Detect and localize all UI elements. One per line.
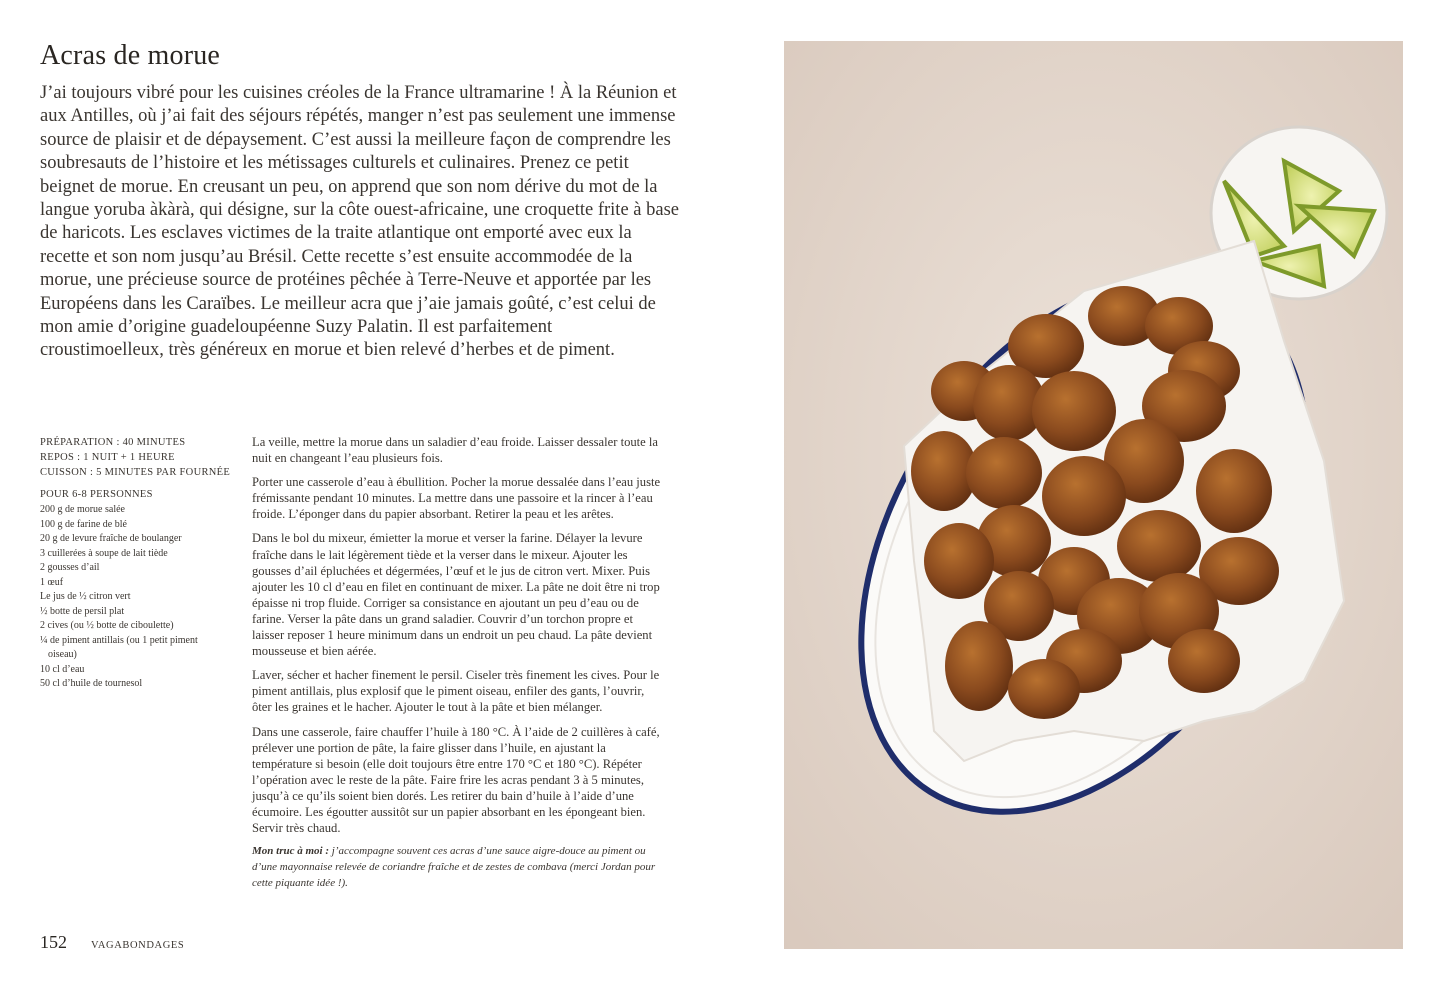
preparation-time: PRÉPARATION : 40 MINUTES xyxy=(40,437,186,448)
ingredient: 3 cuillerées à soupe de lait tiède xyxy=(40,547,168,559)
ingredient-continuation: oiseau) xyxy=(48,649,77,661)
tip-text: j’accompagne souvent ces acras d’une sauce aigre-douce au piment ou d’une mayonnaise relevée de coriandre fraîche et de zestes de combava (merci Jordan pour cette piquante idée !). xyxy=(252,845,656,889)
ingredient: ¼ de piment antillais (ou 1 petit piment xyxy=(40,634,198,646)
page-number: 152 xyxy=(40,932,67,952)
acras-plate-illustration xyxy=(784,41,1403,949)
step: Dans une casserole, faire chauffer l’huile à 180 °C. À l’aide de 2 cuillères à café, prélever une portion de pâte, la faire glisser dans l’huile, en ajustant la température si besoin (elle doit toujours être entre 170 °C et 180 °C). Répéter l’opération avec le reste de la pâte. Faire frire les acras pendant 3 à 5 minutes, jusqu’à ce qu’ils soient bien dorés. Les retirer du bain d’huile à l’aide d’une écumoire. Les égoutter aussitôt sur un papier absorbant en les épongeant bien. Servir très chaud. xyxy=(252,724,660,836)
recipe-meta xyxy=(40,436,240,692)
recipe-steps xyxy=(252,434,664,900)
ingredient-list xyxy=(40,503,240,692)
step: Porter une casserole d’eau à ébullition. Pocher la morue dessalée dans l’eau juste frémissante pendant 10 minutes. La mettre dans une passoire et la rincer à l’eau froide. L’éponger dans du papier absorbant. Retirer la peau et les arêtes. xyxy=(252,475,661,522)
ingredient: ½ botte de persil plat xyxy=(40,605,125,617)
ingredient: 10 cl d’eau xyxy=(40,663,85,675)
ingredient: 2 cives (ou ½ botte de ciboulette) xyxy=(40,620,174,632)
step: Laver, sécher et hacher finement le persil. Ciseler très finement les cives. Pour le piment antillais, plus explosif que le piment oiseau, enfiler des gants, l’ouvrir, ôter les graines et le hacher. Ajouter le tout à la pâte et bien mélanger. xyxy=(252,668,660,715)
ingredient: 1 œuf xyxy=(40,576,64,588)
page-footer xyxy=(40,932,184,953)
servings: POUR 6-8 PERSONNES xyxy=(40,489,153,501)
recipe-title: Acras de morue xyxy=(40,40,221,71)
chef-tip xyxy=(252,844,664,891)
tip-label: Mon truc à moi : xyxy=(252,845,330,858)
intro-paragraph: J’ai toujours vibré pour les cuisines créoles de la France ultramarine ! À la Réunion et aux Antilles, où j’ai fait des séjours répétés, manger n’est pas seulement une immense source de plaisir et de dépaysement. C’est aussi la meilleure façon de comprendre les soubresauts de l’histoire et les métissages culturels et culinaires. Prenez ce petit beignet de morue. En creusant un peu, on apprend que son nom dérive du mot de la langue yoruba àkàrà, qui désigne, sur la côte ouest-africaine, une croquette frite à base de haricots. Les esclaves victimes de la traite atlantique ont emporté avec eux la recette et son nom jusqu’au Brésil. Cette recette s’est ensuite accommodée de la morue, une précieuse source de protéines pêchée à Terre-Neuve et apportée par les Européens dans les Caraïbes. Le meilleur acra que j’aie jamais goûté, c’est celui de mon amie d’origine guadeloupéenne Suzy Palatin. Il est parfaitement croustimoelleux, très généreux en morue et bien relevé d’herbes et de piment. xyxy=(40,83,679,361)
rest-time: REPOS : 1 NUIT + 1 HEURE xyxy=(40,451,175,463)
section-name: VAGABONDAGES xyxy=(91,940,185,951)
step: Dans le bol du mixeur, émietter la morue et verser la farine. Délayer la levure fraîche dans le lait légèrement tiède et la verser dans le mixeur. Ajouter les gousses d’ail épluchées et dégermées, l’œuf et le jus de citron vert. Mixer. Puis ajouter les 10 cl d’eau en filet en continuant de mixer. La pâte ne doit être ni trop épaisse ni trop fluide. Corriger sa consistance en ajoutant un peu d’eau ou de farine. Verser la pâte dans un grand saladier. Couvrir d’un torchon propre et laisser reposer 1 heure minimum dans un endroit un peu chaud. La pâte devient mousseuse et bien aérée. xyxy=(252,531,660,659)
ingredient: 200 g de morue salée xyxy=(40,504,125,516)
ingredient: 100 g de farine de blé xyxy=(40,518,127,530)
ingredient: Le jus de ½ citron vert xyxy=(40,591,131,603)
step: La veille, mettre la morue dans un saladier d’eau froide. Laisser dessaler toute la nuit en changeant l’eau plusieurs fois. xyxy=(252,435,658,466)
recipe-photo xyxy=(784,41,1403,949)
recipe-intro xyxy=(40,82,680,363)
ingredient: 20 g de levure fraîche de boulanger xyxy=(40,533,182,545)
ingredient: 2 gousses d’ail xyxy=(40,562,100,574)
ingredient: 50 cl d’huile de tournesol xyxy=(40,678,143,690)
cooking-time: CUISSON : 5 MINUTES PAR FOURNÉE xyxy=(40,466,231,478)
